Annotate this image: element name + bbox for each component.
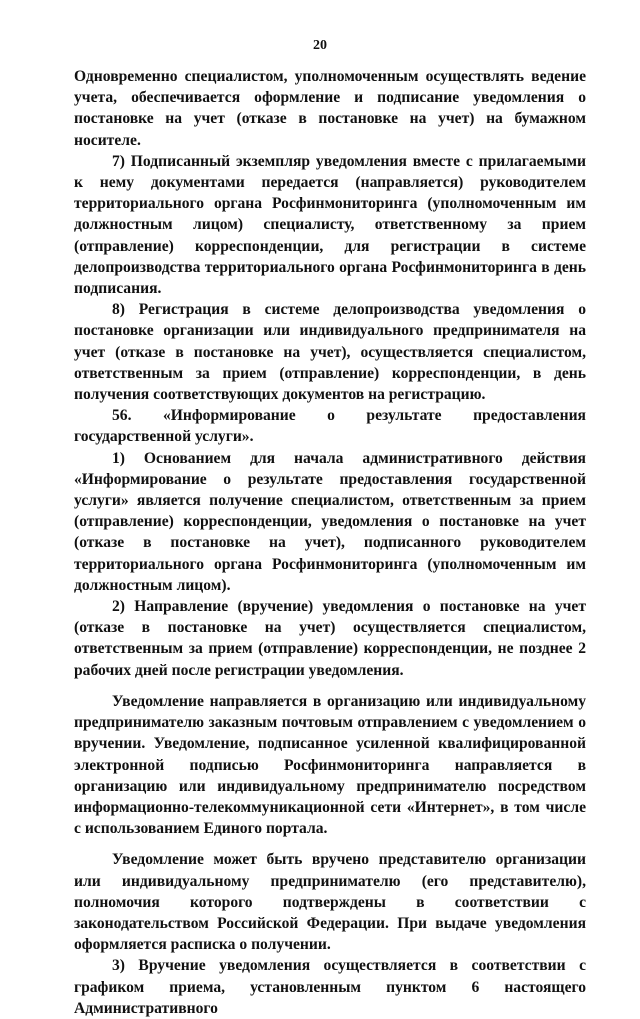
- paragraph: Уведомление направляется в организацию или индивидуальному предпринимателю заказным почтовым отправлением с уведомлением о вручении. Уведомление, подписанное усиленной квалифицированной электронной подписью Росфинмониторинга направляется в организацию или индивидуальному предпринимателю посредством информационно-телекоммуникационной сети «Интернет», в том числе с использованием Единого портала.: [74, 692, 586, 838]
- paragraph: 7) Подписанный экземпляр уведомления вместе с прилагаемыми к нему документами передается (направляется) руководителем территориального органа Росфинмониторинга (уполномоченным им должностным лицом) специалисту, ответственному за прием (отправление) корреспонденции, для регистрации в системе делопроизводства территориального органа Росфинмониторинга в день подписания.: [74, 152, 586, 298]
- paragraph: 3) Вручение уведомления осуществляется в соответствии с графиком приема, установленным пунктом 6 настоящего Административного: [74, 957, 586, 1017]
- paragraph: Одновременно специалистом, уполномоченным осуществлять ведение учета, обеспечивается оформление и подписание уведомления о постановке на учет (отказе в постановке на учет) на бумажном носителе.: [74, 68, 586, 149]
- section-heading: 56. «Информирование о результате предоставления государственной услуги».: [74, 407, 586, 446]
- paragraph: 2) Направление (вручение) уведомления о постановке на учет (отказе в постановке на учет) осуществляется специалистом, ответственным за прием (отправление) корреспонденции, не позднее 2 рабочих дней после регистрации уведомления.: [74, 598, 586, 679]
- paragraph: 1) Основанием для начала административного действия «Информирование о результате предоставления государственной услуги» является получение специалистом, ответственным за прием (отправление) корреспонденции, уведомления о постановке на учет (отказе в постановке на учет), подписанного руководителем территориального органа Росфинмониторинга (уполномоченным им должностным лицом).: [74, 449, 586, 594]
- paragraph: 8) Регистрация в системе делопроизводства уведомления о постановке организации или индивидуального предпринимателя на учет (отказе в постановке на учет), осуществляется специалистом, ответственным за прием (отправление) корреспонденции, в день получения соответствующих документов на регистрацию.: [74, 301, 586, 404]
- page-number: 20: [313, 38, 327, 53]
- paragraph: Уведомление может быть вручено представителю организации или индивидуальному предпринимателю (его представителю), полномочия которого подтверждены в соответствии с законодательством Российской Федерации. При выдаче уведомления оформляется расписка о получении.: [74, 851, 586, 954]
- document-body: [74, 66, 586, 1019]
